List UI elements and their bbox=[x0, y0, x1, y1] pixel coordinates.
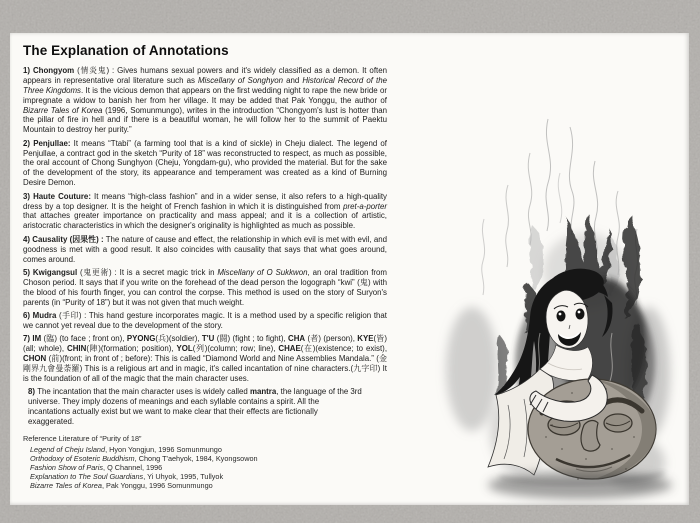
reference-item bbox=[30, 445, 387, 454]
text-segment: 4) Causality (因果性) : bbox=[23, 234, 104, 244]
reference-title: Explanation to The Soul Guardians bbox=[30, 472, 144, 482]
reference-detail: , Chong T'aehyok, 1984, Kyongsowon bbox=[134, 454, 258, 463]
annotation-list bbox=[23, 66, 387, 427]
annotation-paragraph bbox=[23, 311, 387, 331]
illustration-flaming-woman bbox=[380, 33, 689, 505]
references-list bbox=[23, 445, 387, 490]
reference-title: Bizarre Tales of Korea bbox=[30, 481, 102, 491]
text-segment: (列)(column; row; line), bbox=[192, 344, 279, 354]
text-segment: It means “Ttabi” (a farming tool that is a kind of sickle) in Cheju dialect. The legend of Penjullae, a contract god in the sketch “Purity of 18” was reconstructed to respect, as much as possible, the oral account of Chong Sunghyon (Cheju, Yongdam-gu), who provided the material. But for the sake of the development of the story, its appearance and temperament was created as a kind of Burning Desire Demon. bbox=[23, 138, 387, 188]
text-segment: (陣)(formation; position), bbox=[86, 344, 177, 354]
page-title: The Explanation of Annotations bbox=[23, 43, 229, 58]
text-segment: 8) bbox=[28, 387, 38, 397]
reference-item bbox=[30, 463, 387, 472]
text-segment: (前)(front; in front of ; before): This is called “Diamond World and Nine Assemblies Mandala.” (金剛界九會曼荼羅) This is a religious art and in magic, it's called incantation of nine characters.(九字印) It is the foundation of all of the magic that the main character uses. bbox=[23, 354, 387, 383]
reference-detail: , Yi Uhyok, 1995, Tullyok bbox=[143, 472, 224, 482]
annotation-text-column bbox=[23, 41, 387, 490]
annotation-paragraph bbox=[23, 334, 387, 383]
text-segment: pret-a-porter bbox=[343, 201, 387, 211]
text-segment: 6) Mudra bbox=[23, 311, 57, 321]
text-segment: (闘) (fight ; to fight), bbox=[214, 334, 289, 344]
reference-literature-block bbox=[23, 434, 387, 490]
reference-title: Orthodoxy of Esoteric Buddhism bbox=[30, 454, 135, 463]
reference-title: Legend of Cheju Island bbox=[30, 444, 106, 454]
text-segment: (臨) (to face ; front on), bbox=[41, 334, 127, 344]
reference-detail: , Q Channel, 1996 bbox=[103, 463, 163, 473]
text-segment: mantra bbox=[249, 387, 277, 397]
text-segment: Miscellany of Songhyon bbox=[197, 75, 284, 85]
text-segment: 5) Kwigangsul bbox=[23, 268, 78, 277]
text-segment: YOL bbox=[176, 344, 193, 354]
text-segment: (者) (person), bbox=[305, 334, 358, 344]
book-page bbox=[10, 33, 689, 505]
text-segment: Historical Record of the Three Kingdoms bbox=[23, 75, 387, 95]
references-header: Reference Literature of “Purity of 18” bbox=[23, 433, 142, 443]
text-segment: 3) Haute Couture: bbox=[23, 191, 91, 201]
text-segment: 2) Penjullae: bbox=[23, 138, 71, 148]
text-segment: Bizarre Tales of Korea bbox=[23, 105, 103, 115]
annotation-paragraph bbox=[23, 66, 387, 135]
reference-item bbox=[30, 454, 387, 463]
text-segment: (皆)(all; whole), bbox=[23, 334, 387, 354]
text-segment: (情炎鬼) : Gives humans sexual powers and it's widely classified as a demon. It often appears in representative oral literature such as bbox=[23, 66, 387, 85]
text-segment: , an oral tradition from Choson period. It says that if you write on the forehead of the dead person the logograph “kwi” (鬼) with the blood of his fourth finger, you can control the corpse. This method is used on the story of Suryon's parents (in “Purity of 18”) but it was not given that much weight. bbox=[23, 268, 387, 307]
text-segment: Miscellany of O Sukkwon bbox=[217, 268, 308, 277]
text-segment: (在)(existence; to exist), bbox=[300, 344, 388, 354]
reference-item bbox=[30, 472, 387, 481]
text-segment: (鬼更術) : It is a secret magic trick in bbox=[77, 268, 218, 277]
text-segment: 1) Chongyom bbox=[23, 66, 75, 75]
text-segment: The nature of cause and effect, the relationship in which evil is met with evil, and goodness is met with a good result. It also coincides with causality that says that what goes around, comes around. bbox=[23, 234, 388, 264]
reference-detail: , Pak Yonggu, 1996 Somunmungo bbox=[101, 481, 213, 491]
text-segment: PYONG bbox=[126, 334, 156, 344]
ground-smoke bbox=[488, 471, 672, 499]
text-segment: KYE bbox=[357, 334, 374, 344]
text-segment: The incantation that the main character uses is widely called bbox=[37, 387, 250, 397]
text-segment: CHAE bbox=[278, 344, 301, 354]
text-segment: (手印) : This hand gesture incorporates magic. It is a method used by a specific religion that we cannot yet reveal due to the development of the story. bbox=[23, 311, 387, 330]
text-segment: . It is the vicious demon that appears on the first wedding night to rape the new bride or impregnate a widow to banish her from her village. It may be added that Pak Yonggu, the author of bbox=[23, 85, 387, 105]
text-segment: CHON bbox=[23, 354, 47, 364]
woman-face bbox=[546, 290, 588, 348]
text-segment: that attaches greater importance on practicality and mass appeal; and it is a collection of artistic, aristocratic characteristics in which the designer's originality is highlighted as much as possible. bbox=[23, 211, 387, 231]
text-segment: 7) IM bbox=[23, 334, 42, 344]
text-segment: CHA bbox=[288, 334, 306, 344]
reference-item bbox=[30, 481, 387, 490]
text-segment: , the language of the 3rd universe. They imply dozens of meanings and each syllable contains a spirit. All the incantations actually exist but we want to make clear that their effects are fictionally exaggerated. bbox=[28, 387, 362, 427]
annotation-paragraph bbox=[23, 139, 387, 188]
text-segment: (1996, Somunmungo), writes in the introduction “Chongyom's lust is hotter than the pillar of fire in hell and if there is a beautiful woman, he will follow her to the summit of Paektu Mountain to destroy her purity.” bbox=[23, 105, 387, 135]
text-segment: and bbox=[283, 75, 303, 85]
reference-title: Fashion Show of Paris bbox=[30, 463, 104, 473]
text-segment: It means “high-class fashion” and in a wider sense, it also refers to a high-quality dress by a top designer. It is the height of French fashion in which it is distinguished from bbox=[23, 191, 387, 211]
annotation-paragraph bbox=[23, 192, 387, 232]
text-segment: CHIN bbox=[67, 344, 87, 354]
reference-detail: , Hyon Yongjun, 1996 Somunmungo bbox=[105, 444, 222, 454]
annotation-paragraph bbox=[28, 387, 363, 427]
annotation-paragraph bbox=[23, 268, 387, 308]
text-segment: (兵)(soldier), bbox=[155, 334, 202, 344]
text-segment: T'U bbox=[201, 334, 215, 344]
annotation-paragraph bbox=[23, 235, 387, 265]
